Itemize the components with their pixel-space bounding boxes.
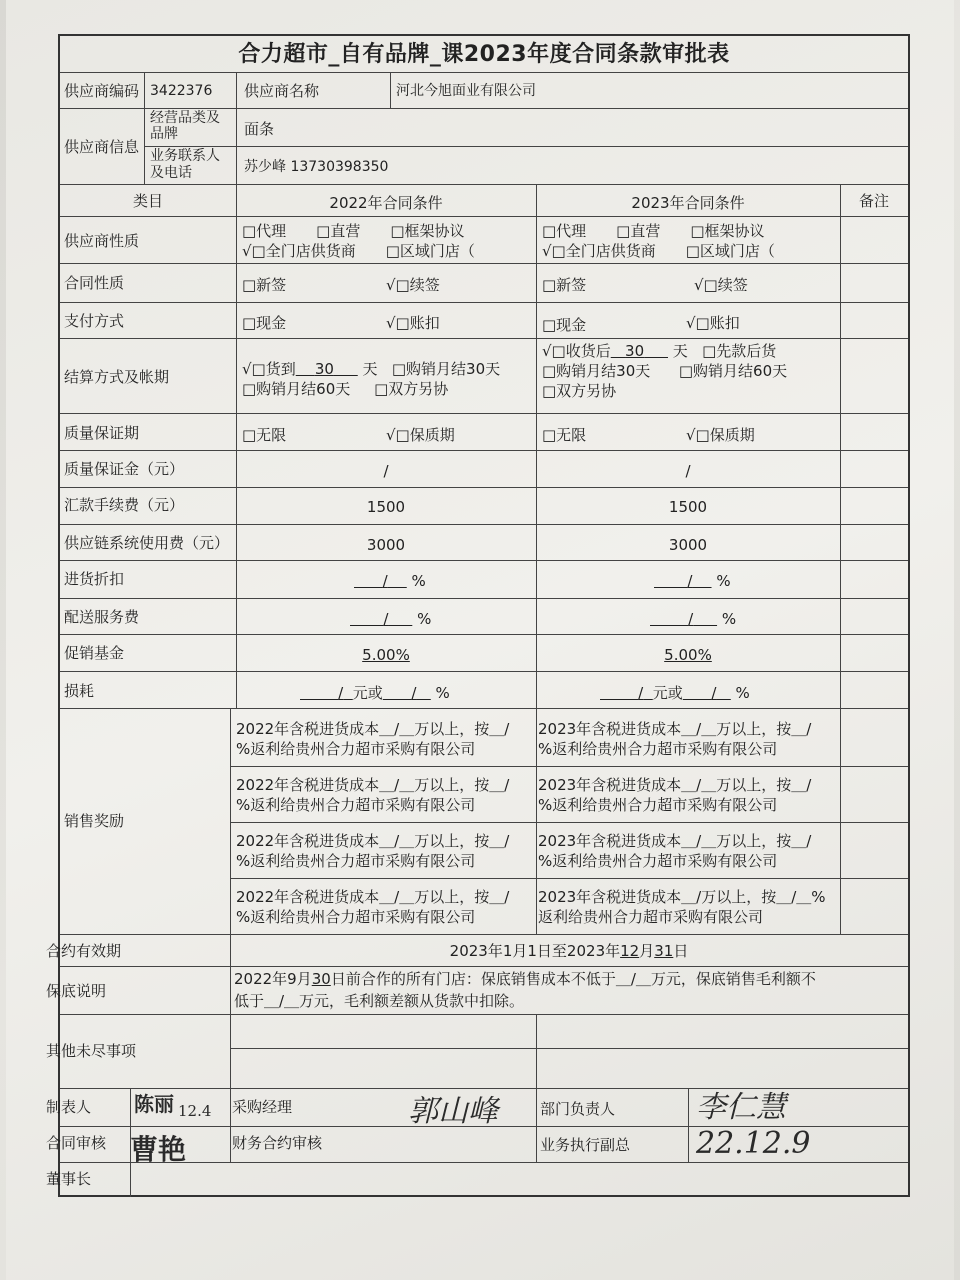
reward-2022-4-line1: 2022年含税进货成本＿/＿万以上，按＿/: [236, 888, 510, 906]
discount-2022: / %: [382, 572, 426, 590]
reward-2022-2-line1: 2022年含税进货成本＿/＿万以上，按＿/: [236, 776, 510, 794]
reward-2022-2-line2: %返利给贵州合力超市采购有限公司: [236, 796, 476, 814]
row-label-discount: 进货折扣: [64, 570, 125, 588]
supplier-nature-2023-line1: □代理 □直营 □框架协议: [542, 222, 765, 240]
dept-head-label: 部门负责人: [540, 1100, 616, 1118]
discount-2023: / %: [687, 572, 731, 590]
reward-2022-3-line1: 2022年含税进货成本＿/＿万以上，按＿/: [236, 832, 510, 850]
payment-2023-deduct: √□账扣: [686, 314, 740, 332]
reward-2022-1-line2: %返利给贵州合力超市采购有限公司: [236, 740, 476, 758]
purchase-manager-label: 采购经理: [232, 1098, 293, 1116]
warranty-2022-unlimited: □无限: [242, 426, 287, 444]
contract-2023-new: □新签: [542, 276, 587, 294]
system-fee-2023: 3000: [668, 536, 708, 554]
purchase-manager-signature: 郭山峰: [408, 1094, 498, 1129]
reward-2023-1-line2: %返利给贵州合力超市采购有限公司: [538, 740, 778, 758]
reward-2022-1-line1: 2022年含税进货成本＿/＿万以上，按＿/: [236, 720, 510, 738]
reward-2023-4-line2: 返利给贵州合力超市采购有限公司: [538, 908, 764, 926]
loss-2023: / 元或 / %: [638, 684, 750, 702]
header-2022: 2022年合同条件: [329, 194, 443, 212]
contract-review-label: 合同审核: [46, 1134, 107, 1152]
deposit-2023: /: [685, 462, 691, 480]
row-label-loss: 损耗: [64, 682, 95, 700]
row-label-warranty: 质量保证期: [64, 424, 140, 442]
contract-review-signature: 曹艳: [130, 1133, 187, 1166]
contact-label: 业务联系人 及电话: [150, 148, 220, 181]
contact-value: 苏少峰 13730398350: [244, 159, 389, 175]
header-remark: 备注: [858, 192, 889, 210]
chairman-label: 董事长: [46, 1170, 92, 1188]
category-label: 经营品类及 品牌: [150, 110, 220, 142]
reward-2023-3-line1: 2023年含税进货成本＿/＿万以上，按＿/: [538, 832, 812, 850]
delivery-fee-2022: / %: [383, 610, 432, 628]
row-label-remit-fee: 汇款手续费（元）: [64, 496, 185, 514]
header-2023: 2023年合同条件: [631, 194, 745, 212]
row-label-guarantee: 保底说明: [46, 982, 107, 1000]
payment-2022-deduct: √□账扣: [386, 314, 440, 332]
reward-2023-2-line2: %返利给贵州合力超市采购有限公司: [538, 796, 778, 814]
settlement-2023-line2: □购销月结30天 □购销月结60天: [542, 362, 788, 380]
supplier-nature-2022-line1: □代理 □直营 □框架协议: [242, 222, 465, 240]
maker-date: 12.4: [178, 1102, 212, 1120]
form-title: 合力超市_自有品牌_课2023年度合同条款审批表: [238, 42, 730, 67]
payment-2022-cash: □现金: [242, 314, 287, 332]
dept-head-signature: 李仁慧 22.12.9: [696, 1090, 811, 1161]
vp-label: 业务执行副总: [540, 1136, 631, 1154]
approval-form: [46, 34, 910, 1197]
row-label-validity: 合约有效期: [46, 942, 122, 960]
remit-fee-2023: 1500: [668, 498, 708, 516]
settlement-2023-line1: √□收货后 30 天 □先款后货: [542, 342, 777, 360]
reward-2022-3-line2: %返利给贵州合力超市采购有限公司: [236, 852, 476, 870]
supplier-nature-2022-line2: √□全门店供货商 □区域门店（: [242, 242, 475, 260]
contract-2022-new: □新签: [242, 276, 287, 294]
supplier-name: 河北今旭面业有限公司: [396, 83, 536, 99]
reward-2023-4-line1: 2023年含税进货成本＿/万以上，按＿/＿%: [538, 888, 826, 906]
supplier-code: 3422376: [150, 83, 213, 99]
promo-fund-2022: 5.00%: [362, 646, 410, 664]
supplier-name-label: 供应商名称: [244, 82, 320, 100]
row-label-others: 其他未尽事项: [46, 1042, 137, 1060]
settlement-2022-line2: □购销月结60天 □双方另协: [242, 380, 449, 398]
guarantee-line1: 2022年9月30日前合作的所有门店：保底销售成本不低于＿/＿万元，保底销售毛利额不: [234, 970, 816, 988]
category-value: 面条: [244, 120, 275, 138]
row-label-payment: 支付方式: [64, 312, 125, 330]
remit-fee-2022: 1500: [366, 498, 406, 516]
supplier-info-label: 供应商信息: [64, 138, 140, 156]
payment-2023-cash: □现金: [542, 316, 587, 334]
guarantee-line2: 低于＿/＿万元，毛利额差额从货款中扣除。: [234, 992, 525, 1010]
supplier-code-label: 供应商编码: [64, 82, 140, 100]
warranty-2022-shelf: √□保质期: [386, 426, 455, 444]
maker-signature: 陈丽: [134, 1092, 174, 1116]
settlement-2022-line1: √□货到 30 天 □购销月结30天: [242, 360, 501, 378]
reward-2023-1-line1: 2023年含税进货成本＿/＿万以上，按＿/: [538, 720, 812, 738]
reward-2023-3-line2: %返利给贵州合力超市采购有限公司: [538, 852, 778, 870]
contract-2023-renew: √□续签: [694, 276, 748, 294]
row-label-promo-fund: 促销基金: [64, 644, 125, 662]
warranty-2023-shelf: √□保质期: [686, 426, 755, 444]
warranty-2023-unlimited: □无限: [542, 426, 587, 444]
row-label-supplier-nature: 供应商性质: [64, 232, 140, 250]
delivery-fee-2023: / %: [688, 610, 737, 628]
promo-fund-2023: 5.00%: [664, 646, 712, 664]
row-label-sales-reward: 销售奖励: [64, 812, 125, 830]
row-label-system-fee: 供应链系统使用费（元）: [64, 534, 230, 552]
supplier-nature-2023-line2: √□全门店供货商 □区域门店（: [542, 242, 775, 260]
maker-label: 制表人: [46, 1098, 92, 1116]
row-label-delivery-fee: 配送服务费: [64, 608, 140, 626]
loss-2022: / 元或 / %: [338, 684, 450, 702]
reward-2022-4-line2: %返利给贵州合力超市采购有限公司: [236, 908, 476, 926]
system-fee-2022: 3000: [366, 536, 406, 554]
settlement-2023-line3: □双方另协: [542, 382, 617, 400]
validity-value: 2023年1月1日至2023年12月31日: [449, 942, 689, 960]
deposit-2022: /: [383, 462, 389, 480]
reward-2023-2-line1: 2023年含税进货成本＿/＿万以上，按＿/: [538, 776, 812, 794]
header-item: 类目: [132, 192, 163, 210]
finance-review-label: 财务合约审核: [232, 1134, 323, 1152]
row-label-settlement: 结算方式及帐期: [64, 368, 170, 386]
row-label-contract-nature: 合同性质: [64, 274, 125, 292]
contract-2022-renew: √□续签: [386, 276, 440, 294]
row-label-deposit: 质量保证金（元）: [64, 460, 185, 478]
